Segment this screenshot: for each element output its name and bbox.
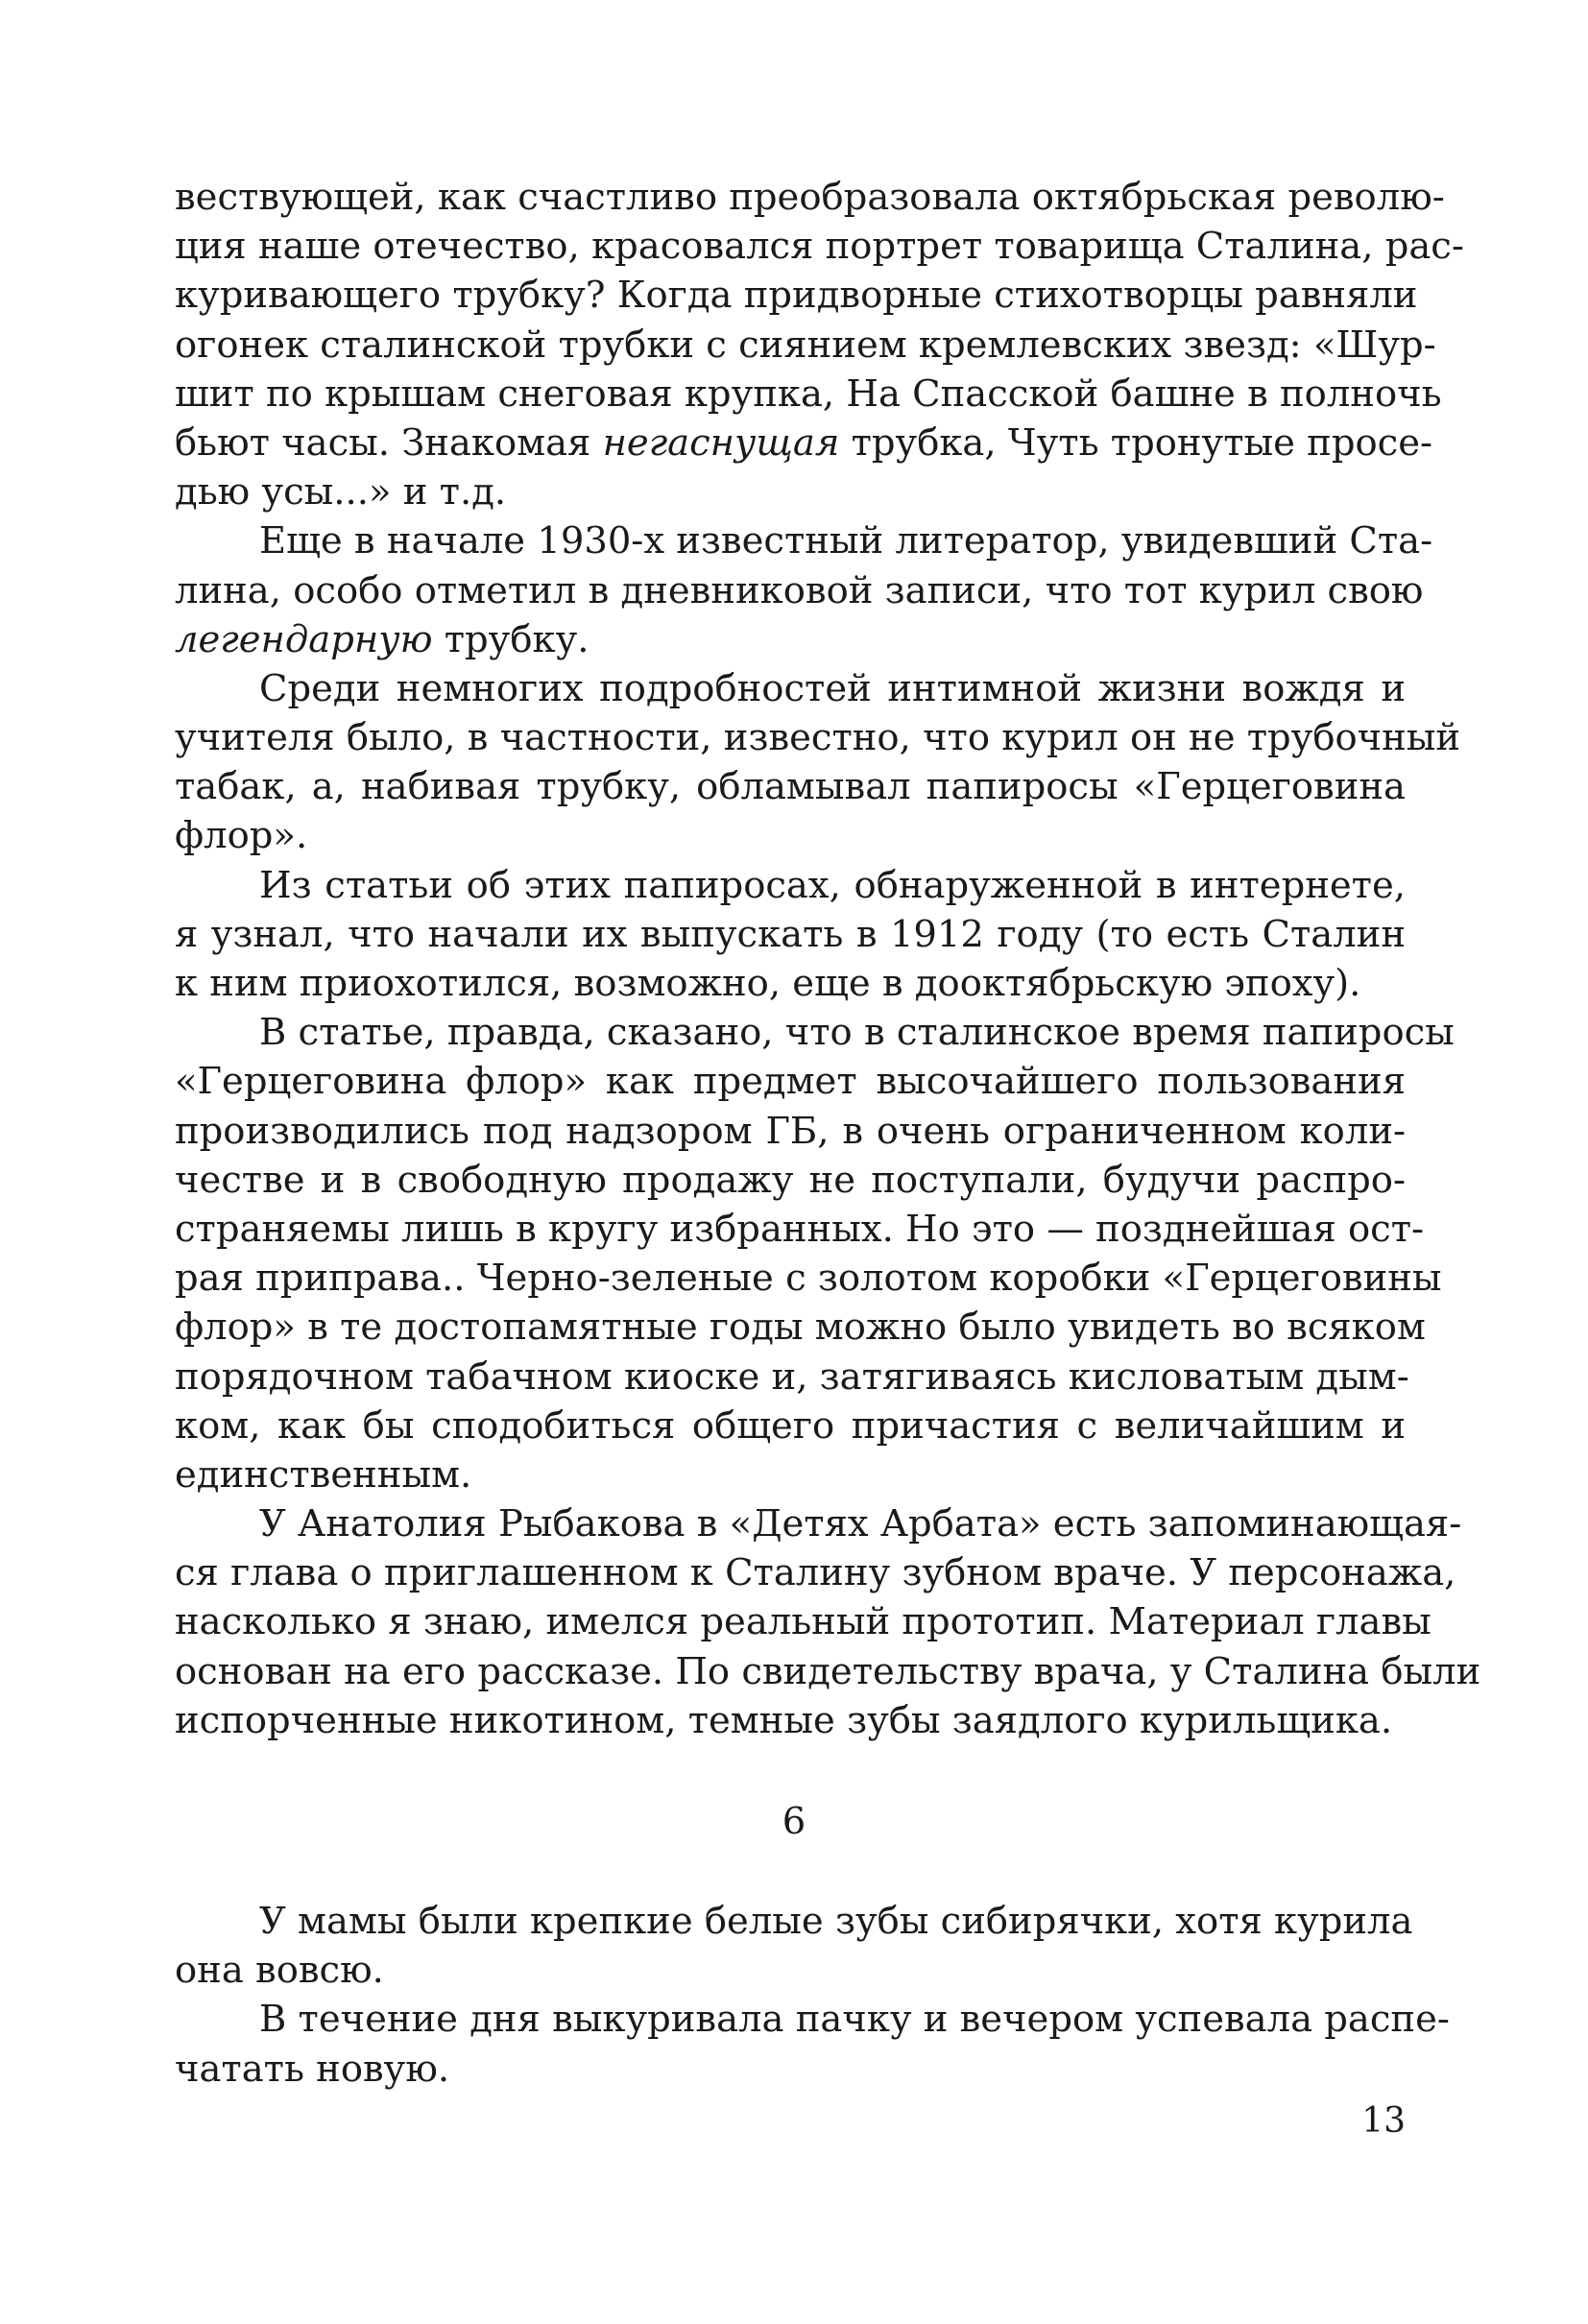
text-line: дью усы...» и т.д. — [175, 470, 507, 515]
text-span: бьют часы. Знакомая — [175, 420, 603, 465]
text-line: ком, как бы сподобиться общего причастия с величайшим и — [175, 1403, 1406, 1448]
text-line: страняемы лишь в кругу избранных. Но это — позднейшая ост- — [175, 1207, 1425, 1251]
text-line: порядочном табачном киоске и, затягиваясь кисловатым дым- — [175, 1354, 1409, 1399]
italic-word: легендарную — [175, 617, 433, 661]
text-line: огонек сталинской трубки с сиянием кремлевских звезд: «Шур- — [175, 323, 1436, 367]
text-line: Среди немногих подробностей интимной жизни вождя и — [259, 666, 1406, 710]
text-line: единственным. — [175, 1452, 472, 1497]
text-line: она вовсю. — [175, 1949, 384, 1993]
text-line: я узнал, что начали их выпускать в 1912 году (то есть Сталин — [175, 912, 1406, 956]
text-line: У мамы были крепкие белые зубы сибирячки, хотя курила — [259, 1900, 1413, 1943]
text-line: ция наше отечество, красовался портрет товарища Сталина, рас- — [175, 225, 1464, 269]
text-span: трубка, Чуть тронутые просе- — [839, 420, 1433, 465]
paragraph — [175, 1897, 1413, 1995]
text-line: честве и в свободную продажу не поступали, будучи распро- — [175, 1158, 1406, 1202]
paragraph — [175, 1995, 1450, 2093]
section-number: 6 — [782, 1800, 806, 1843]
text-line — [175, 419, 1433, 467]
text-line: У Анатолия Рыбакова в «Детях Арбата» есть запоминающая- — [259, 1502, 1462, 1546]
paragraph — [175, 664, 1461, 861]
text-line: «Герцеговина флор» как предмет высочайшего пользования — [175, 1060, 1406, 1104]
text-line — [175, 615, 1406, 664]
text-line: насколько я знаю, имелся реальный прототип. Материал главы — [175, 1600, 1432, 1644]
text-line: Из статьи об этих папиросах, обнаруженной в интернете, — [259, 863, 1406, 907]
paragraph — [175, 861, 1406, 1009]
text-line: основан на его рассказе. По свидетельству врача, у Сталина были — [175, 1649, 1481, 1693]
paragraph — [175, 173, 1464, 516]
main-text — [175, 173, 1481, 1745]
paragraph — [175, 516, 1433, 664]
text-line: чатать новую. — [175, 2047, 450, 2091]
section-text — [175, 1897, 1450, 2094]
text-line: флор». — [175, 814, 308, 858]
text-line: куривающего трубку? Когда придворные стихотворцы равняли — [175, 274, 1418, 318]
text-span: трубку. — [432, 617, 589, 661]
paragraph — [175, 1008, 1455, 1499]
text-line: испорченные никотином, темные зубы заядлого курильщика. — [175, 1698, 1393, 1742]
text-line: вествующей, как счастливо преобразовала октябрьская револю- — [175, 176, 1445, 219]
text-line: Еще в начале 1930-х известный литератор, увидевший Ста- — [259, 519, 1433, 563]
text-line: флор» в те достопамятные годы можно было увидеть во всяком — [175, 1306, 1426, 1350]
paragraph — [175, 1499, 1481, 1745]
text-line: производились под надзором ГБ, в очень ограниченном коли- — [175, 1109, 1406, 1153]
text-line: к ним приохотился, возможно, еще в дооктябрьскую эпоху). — [175, 962, 1361, 1005]
italic-word: негаснущая — [602, 420, 840, 465]
text-line: В статье, правда, сказано, что в сталинское время папиросы — [259, 1011, 1455, 1055]
text-line: В течение дня выкуривала пачку и вечером успевала распе- — [259, 1998, 1450, 2042]
text-line: учителя было, в частности, известно, что курил он не трубочный — [175, 716, 1461, 760]
page-number: 13 — [1361, 2101, 1406, 2141]
text-line: рая приправа.. Черно-зеленые с золотом коробки «Герцеговины — [175, 1257, 1442, 1301]
text-line: табак, а, набивая трубку, обламывал папиросы «Герцеговина — [175, 765, 1406, 809]
text-line: ся глава о приглашенном к Сталину зубном враче. У персонажа, — [175, 1551, 1456, 1595]
text-line: лина, особо отметил в дневниковой записи, что тот курил свою — [175, 568, 1424, 612]
text-line: шит по крышам снеговая крупка, На Спасской башне в полночь — [175, 371, 1442, 416]
